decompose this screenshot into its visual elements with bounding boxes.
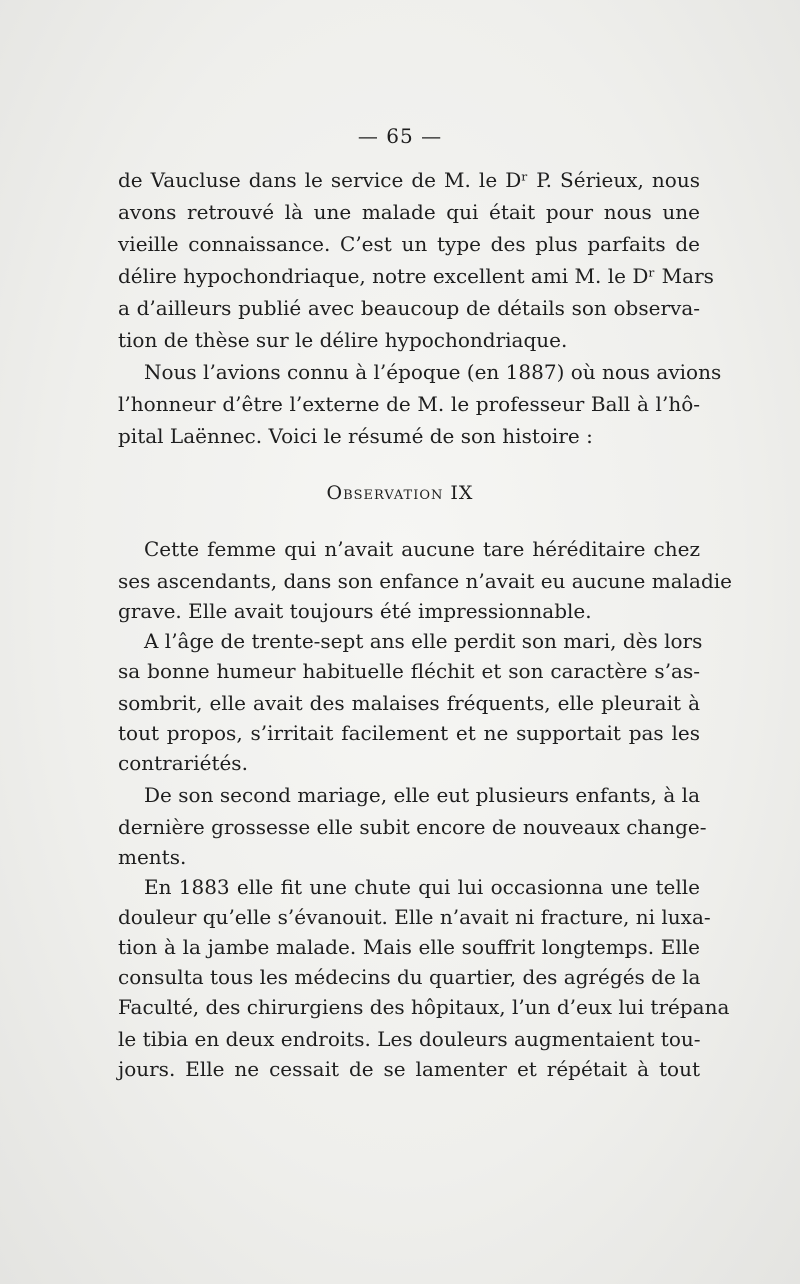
text-line: pital Laënnec. Voici le résumé de son histoire : — [118, 424, 593, 448]
text-line: Faculté, des chirurgiens des hôpitaux, l’un d’eux lui trépana — [118, 995, 730, 1019]
text-line: De son second mariage, elle eut plusieurs enfants, à la — [144, 783, 700, 807]
text-line: contrariétés. — [118, 751, 248, 775]
text-line: jours. Elle ne cessait de se lamenter et répétait à tout — [118, 1057, 700, 1081]
text-line: sombrit, elle avait des malaises fréquents, elle pleurait à — [118, 691, 700, 715]
text-line: dernière grossesse elle subit encore de nouveaux change- — [118, 815, 707, 839]
text-line: douleur qu’elle s’évanouit. Elle n’avait ni fracture, ni luxa- — [118, 905, 711, 929]
text-line: ments. — [118, 845, 187, 869]
text-line: tout propos, s’irritait facilement et ne supportait pas les — [118, 721, 700, 745]
text-line: de Vaucluse dans le service de M. le Dʳ P. Sérieux, nous — [118, 168, 700, 192]
text-line: tion de thèse sur le délire hypochondriaque. — [118, 328, 568, 352]
text-line: Cette femme qui n’avait aucune tare héréditaire chez — [144, 537, 700, 561]
text-line: ses ascendants, dans son enfance n’avait eu aucune maladie — [118, 569, 732, 593]
text-line: délire hypochondriaque, notre excellent ami M. le Dʳ Mars — [118, 264, 714, 288]
text-line: En 1883 elle fit une chute qui lui occasionna une telle — [144, 875, 700, 899]
text-line: sa bonne humeur habituelle fléchit et son caractère s’as- — [118, 659, 700, 683]
text-line: vieille connaissance. C’est un type des plus parfaits de — [118, 232, 700, 256]
text-line: avons retrouvé là une malade qui était pour nous une — [118, 200, 700, 224]
text-line: A l’âge de trente-sept ans elle perdit son mari, dès lors — [144, 629, 703, 653]
text-line: Nous l’avions connu à l’époque (en 1887) où nous avions — [144, 360, 722, 384]
text-line: consulta tous les médecins du quartier, des agrégés de la — [118, 965, 701, 989]
text-line: a d’ailleurs publié avec beaucoup de détails son observa- — [118, 296, 700, 320]
text-line: tion à la jambe malade. Mais elle souffrit longtemps. Elle — [118, 935, 700, 959]
text-line: grave. Elle avait toujours été impressionnable. — [118, 599, 592, 623]
page-number: — 65 — — [357, 124, 443, 148]
text-line: l’honneur d’être l’externe de M. le professeur Ball à l’hô- — [118, 392, 700, 416]
section-heading: Observation IX — [326, 482, 474, 504]
text-line: le tibia en deux endroits. Les douleurs augmentaient tou- — [118, 1027, 701, 1051]
